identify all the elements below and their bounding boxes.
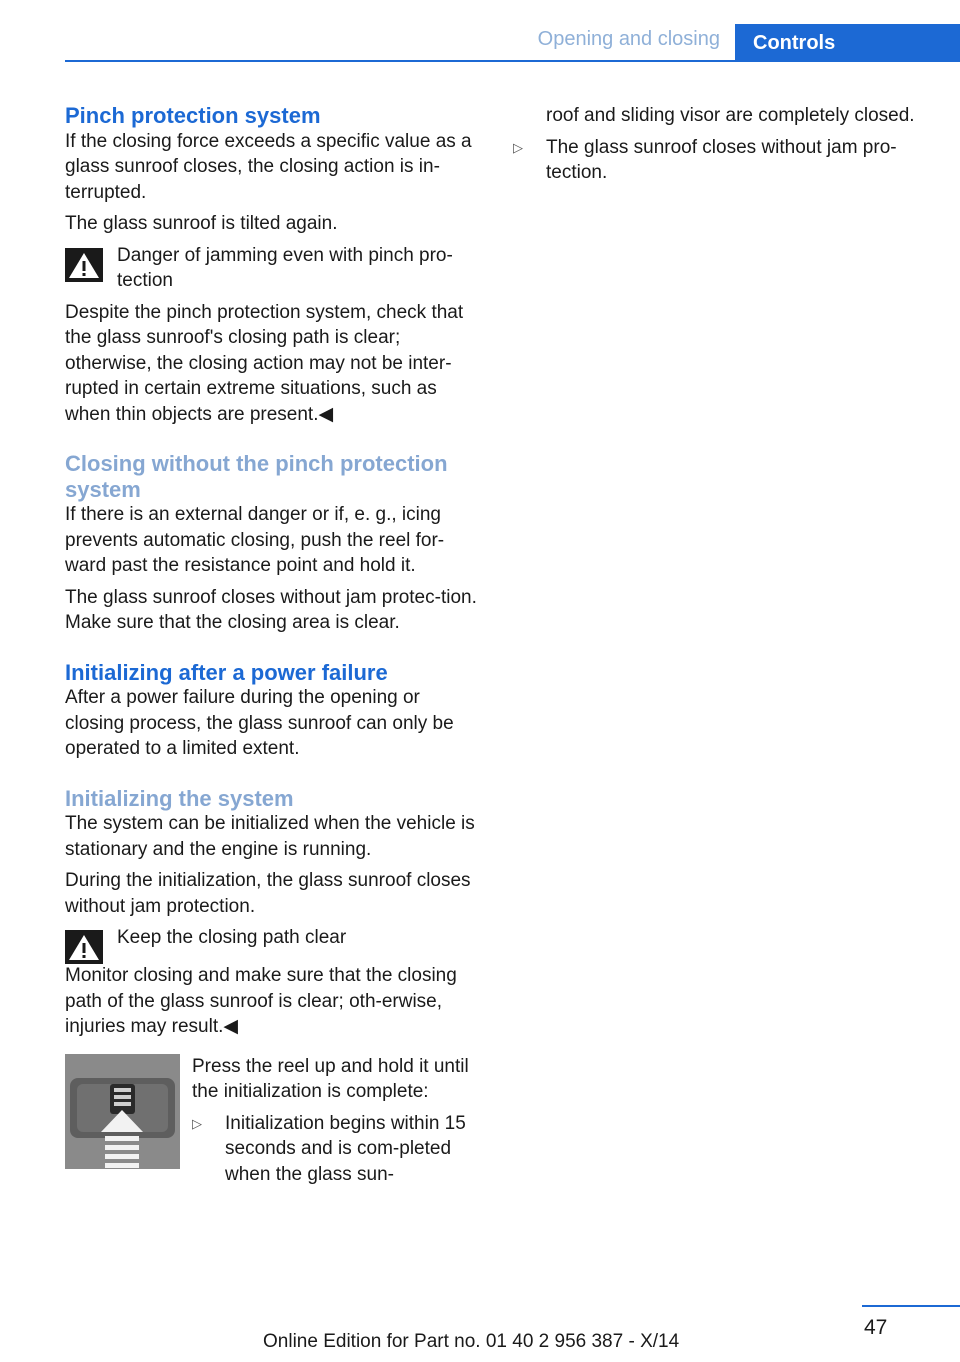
warning-jamming [65, 243, 483, 294]
warning-jamming-text: Despite the pinch protection system, check that the glass sunroof's closing path is clear; otherwise, the closing action may not be inter‐rupted in certain extreme situations, such as when thin objects are present.◀ [65, 301, 464, 425]
list-item-continuation: roof and sliding visor are completely closed. [546, 105, 915, 126]
closing-without-pinch-heading: Closing without the pinch protection system [65, 451, 448, 502]
right-column [513, 103, 923, 192]
closing-without-pinch-paragraph-2: The glass sunroof closes without jam protec‐tion. Make sure that the closing area is clear. [65, 586, 477, 633]
pinch-protection-heading: Pinch protection system [65, 103, 321, 128]
reel-instruction-text: Press the reel up and hold it until the initialization is complete: [192, 1055, 469, 1102]
edition-footer: Online Edition for Part no. 01 40 2 956 387 - X/14 [263, 1331, 680, 1352]
header-chapter-tab: Controls [735, 24, 960, 62]
list-item [513, 135, 923, 186]
left-column [65, 103, 483, 1193]
closing-without-pinch-paragraph-1: If there is an external danger or if, e. g., icing prevents automatic closing, push the reel for‐ward past the resistance point and hold it. [65, 504, 445, 576]
warning-closing-path [65, 925, 483, 973]
pinch-protection-paragraph-2: The glass sunroof is tilted again. [65, 213, 338, 234]
page-number: 47 [864, 1316, 888, 1339]
warning-closing-path-text: Monitor closing and make sure that the closing path of the glass sunroof is clear; oth‐erwise, injuries may result.◀ [65, 965, 457, 1037]
warning-jamming-title: Danger of jamming even with pinch pro‐tection [117, 244, 453, 291]
triangle-bullet-icon: ▷ [192, 1115, 202, 1131]
header-section-title: Opening and closing [537, 28, 720, 50]
warning-triangle-icon [65, 930, 103, 964]
list-item [192, 1111, 483, 1188]
warning-triangle-icon [65, 248, 103, 282]
power-failure-paragraph: After a power failure during the opening or closing process, the glass sunroof can only be operated to a limited extent. [65, 687, 454, 759]
power-failure-heading: Initializing after a power failure [65, 659, 388, 685]
initializing-system-paragraph-2: During the initialization, the glass sunroof closes without jam protection. [65, 870, 471, 917]
triangle-bullet-icon: ▷ [513, 139, 523, 155]
reel-instruction-block [65, 1054, 483, 1188]
list-item-text: Initialization begins within 15 seconds and is com‐pleted when the glass sun‐ [225, 1112, 466, 1185]
list-item-text: The glass sunroof closes without jam pro‐tection. [546, 136, 897, 183]
initializing-system-paragraph-1: The system can be initialized when the vehicle is stationary and the engine is running. [65, 813, 475, 860]
footer-rule [862, 1305, 960, 1307]
warning-closing-path-title: Keep the closing path clear [117, 927, 347, 948]
sunroof-reel-image [65, 1054, 180, 1169]
header-rule [65, 60, 960, 62]
pinch-protection-paragraph-1: If the closing force exceeds a specific value as a glass sunroof closes, the closing action is in‐terrupted. [65, 130, 472, 203]
initializing-system-heading: Initializing the system [65, 785, 294, 811]
